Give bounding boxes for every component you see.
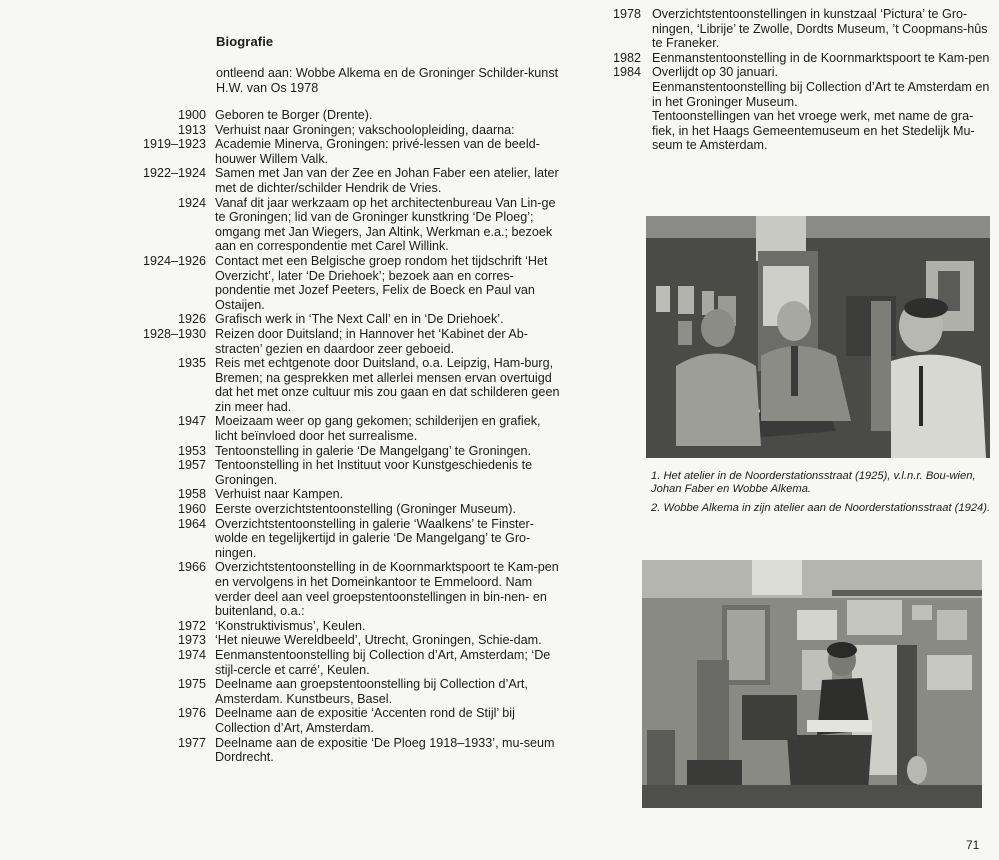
entry-text: Overlijdt op 30 januari. bbox=[652, 65, 779, 80]
entry-text: Deelname aan de expositie ‘De Ploeg 1918–1933’, mu-seum Dordrecht. bbox=[215, 735, 555, 765]
entry-text: Eenmanstentoonstelling bij Collection d’Art te Amsterdam en in het Groninger Museum. bbox=[652, 79, 990, 109]
entry-year: 1924 bbox=[177, 195, 206, 210]
entry-year bbox=[590, 109, 641, 153]
entry-year: 1974 bbox=[177, 647, 206, 662]
bio-entry bbox=[590, 65, 990, 80]
entry-year: 1913 bbox=[177, 122, 206, 137]
bio-entry bbox=[110, 458, 565, 487]
entry-text: Geboren te Borger (Drente). bbox=[215, 108, 373, 122]
bio-entry bbox=[590, 51, 990, 66]
entry-text: Tentoonstelling in het Instituut voor Kunstgeschiedenis te Groningen. bbox=[215, 458, 533, 487]
bio-entry bbox=[110, 327, 565, 356]
entry-text: Tentoonstellingen van het vroege werk, met name de gra-fiek, in het Haags Gemeentemuseum en het Stedelijk Mu-seum te Amsterdam. bbox=[652, 109, 975, 153]
entry-text: Reizen door Duitsland; in Hannover het ‘Kabinet der Ab-stracten’ gezien en daardoor zeer geboeid. bbox=[215, 326, 528, 356]
entry-year: 1922–1924 bbox=[142, 166, 206, 181]
entry-text: Moeizaam weer op gang gekomen; schilderijen en grafiek, licht beïnvloed door het surrealisme. bbox=[215, 414, 541, 444]
entry-text: Overzichtstentoonstelling in de Koornmarktspoort te Kam-pen en vervolgens in het Domeinkantoor te Emmeloord. Nam verder deel aan veel groepstentoonstellingen in bin-nen- en buitenland, o.a.: bbox=[215, 560, 559, 619]
entry-year: 1973 bbox=[177, 633, 206, 648]
entry-text: Verhuist naar Kampen. bbox=[215, 487, 344, 502]
entry-text: Eenmanstentoonstelling in de Koornmarktspoort te Kam-pen bbox=[652, 50, 990, 65]
entry-text: Overzichtstentoonstelling in galerie ‘Waalkens’ te Finster-wolde en tegelijkertijd in galerie ‘De Mangelgang’ te Gro-ningen. bbox=[215, 516, 534, 560]
bio-entry bbox=[110, 356, 565, 414]
entry-year: 1935 bbox=[177, 356, 206, 371]
caption-2: 2. Wobbe Alkema in zijn atelier aan de Noorderstationsstraat (1924). bbox=[651, 501, 991, 514]
entry-text: Deelname aan groepstentoonstelling bij Collection d’Art, Amsterdam. Kunstbeurs, Basel. bbox=[215, 677, 528, 706]
photo-atelier-reading-illustration bbox=[642, 560, 982, 808]
entry-year: 1977 bbox=[177, 735, 206, 750]
bio-entry bbox=[110, 444, 565, 459]
page-number: 71 bbox=[966, 838, 980, 852]
entry-text: Academie Minerva, Groningen: privé-lessen van de beeld-houwer Willem Valk. bbox=[215, 137, 540, 166]
entry-year: 1924–1926 bbox=[142, 253, 206, 268]
entry-year: 1978 bbox=[612, 7, 641, 21]
entry-text: Eerste overzichtstentoonstelling (Groninger Museum). bbox=[215, 502, 516, 517]
photo-captions bbox=[651, 470, 991, 520]
entry-year bbox=[590, 80, 641, 109]
entry-text: Overzichtstentoonstellingen in kunstzaal ‘Pictura’ te Gro-ningen, ‘Librije’ te Zwolle, Dordts Museum, ’t Coopmans-hûs te Franeker. bbox=[652, 7, 988, 51]
entry-year: 1964 bbox=[177, 516, 206, 531]
photo-atelier-group bbox=[646, 216, 990, 458]
entry-year: 1947 bbox=[177, 414, 206, 429]
bio-entry bbox=[110, 487, 565, 502]
bio-entry bbox=[110, 166, 565, 195]
caption-1: 1. Het atelier in de Noorderstationsstraat (1925), v.l.n.r. Bou-wien, Johan Faber en Wobbe Alkema. bbox=[651, 470, 976, 496]
entry-year: 1919–1923 bbox=[142, 137, 206, 152]
bio-entry bbox=[110, 517, 565, 561]
source-note: ontleend aan: Wobbe Alkema en de Groninger Schilder-kunst H.W. van Os 1978 bbox=[216, 66, 559, 95]
bio-entry bbox=[110, 196, 565, 254]
entry-year: 1960 bbox=[177, 502, 206, 517]
entry-text: Tentoonstelling in galerie ‘De Mangelgang’ te Groningen. bbox=[215, 443, 531, 458]
bio-entry bbox=[110, 560, 565, 618]
entry-year: 1972 bbox=[177, 618, 206, 633]
bio-entry bbox=[110, 414, 565, 443]
entry-year: 1928–1930 bbox=[142, 326, 206, 341]
entry-year: 1976 bbox=[177, 706, 206, 721]
entry-year: 1982 bbox=[612, 50, 641, 65]
photo-atelier-reading bbox=[642, 560, 982, 808]
biography-entries-left bbox=[110, 108, 565, 765]
bio-entry bbox=[110, 677, 565, 706]
entry-text: Eenmanstentoonstelling bij Collection d’Art, Amsterdam; ‘De stijl-cercle et carré’, Keulen. bbox=[215, 647, 551, 677]
entry-year: 1900 bbox=[177, 108, 206, 122]
entry-year: 1966 bbox=[177, 560, 206, 575]
entry-year: 1984 bbox=[612, 65, 641, 80]
bio-entry bbox=[110, 633, 565, 648]
entry-text: Deelname aan de expositie ‘Accenten rond de Stijl’ bij Collection d’Art, Amsterdam. bbox=[215, 706, 515, 735]
bio-entry bbox=[110, 706, 565, 735]
entry-text: ‘Konstruktivismus’, Keulen. bbox=[215, 618, 366, 633]
bio-entry bbox=[110, 648, 565, 677]
entry-text: Samen met Jan van der Zee en Johan Faber een atelier, later met de dichter/schilder Hendrik de Vries. bbox=[215, 166, 559, 195]
biography-entries-right bbox=[590, 7, 990, 153]
entry-text: Verhuist naar Groningen; vakschoolopleiding, daarna: bbox=[215, 122, 515, 137]
entry-text: Grafisch werk in ‘The Next Call’ en in ‘De Driehoek’. bbox=[215, 312, 504, 327]
entry-year: 1975 bbox=[177, 677, 206, 692]
bio-entry bbox=[110, 312, 565, 327]
bio-entry bbox=[590, 7, 990, 51]
entry-year: 1926 bbox=[177, 312, 206, 327]
entry-year: 1953 bbox=[177, 443, 206, 458]
entry-text: Vanaf dit jaar werkzaam op het architectenbureau Van Lin-ge te Groningen; lid van de Groninger kunstkring ‘De Ploeg’; omgang met Jan Wiegers, Jan Altink, Werkman e.a.; bezoek aan en correspondentie met Carel Willink. bbox=[215, 195, 556, 254]
bio-entry bbox=[110, 502, 565, 517]
entry-year: 1957 bbox=[177, 458, 206, 473]
bio-entry bbox=[110, 108, 565, 123]
bio-entry bbox=[590, 80, 990, 109]
bio-entry bbox=[590, 109, 990, 153]
heading: Biografie bbox=[216, 34, 274, 49]
bio-entry bbox=[110, 736, 565, 765]
entry-year: 1958 bbox=[177, 487, 206, 502]
bio-entry bbox=[110, 254, 565, 312]
entry-text: ‘Het nieuwe Wereldbeeld’, Utrecht, Groningen, Schie-dam. bbox=[215, 633, 542, 648]
entry-text: Reis met echtgenote door Duitsland, o.a. Leipzig, Ham-burg, Bremen; na gesprekken met allerlei mensen ervan overtuigd dat het met onze cultuur mis zou gaan en dat schilderen geen zin meer had. bbox=[215, 356, 560, 414]
bio-entry bbox=[110, 137, 565, 166]
bio-entry bbox=[110, 619, 565, 634]
bio-entry bbox=[110, 123, 565, 138]
photo-atelier-group-illustration bbox=[646, 216, 990, 458]
entry-text: Contact met een Belgische groep rondom het tijdschrift ‘Het Overzicht’, later ‘De Driehoek’; bezoek aan en corres-pondentie met Jozef Peeters, Felix de Boeck en Paul van Ostaijen. bbox=[215, 253, 548, 312]
